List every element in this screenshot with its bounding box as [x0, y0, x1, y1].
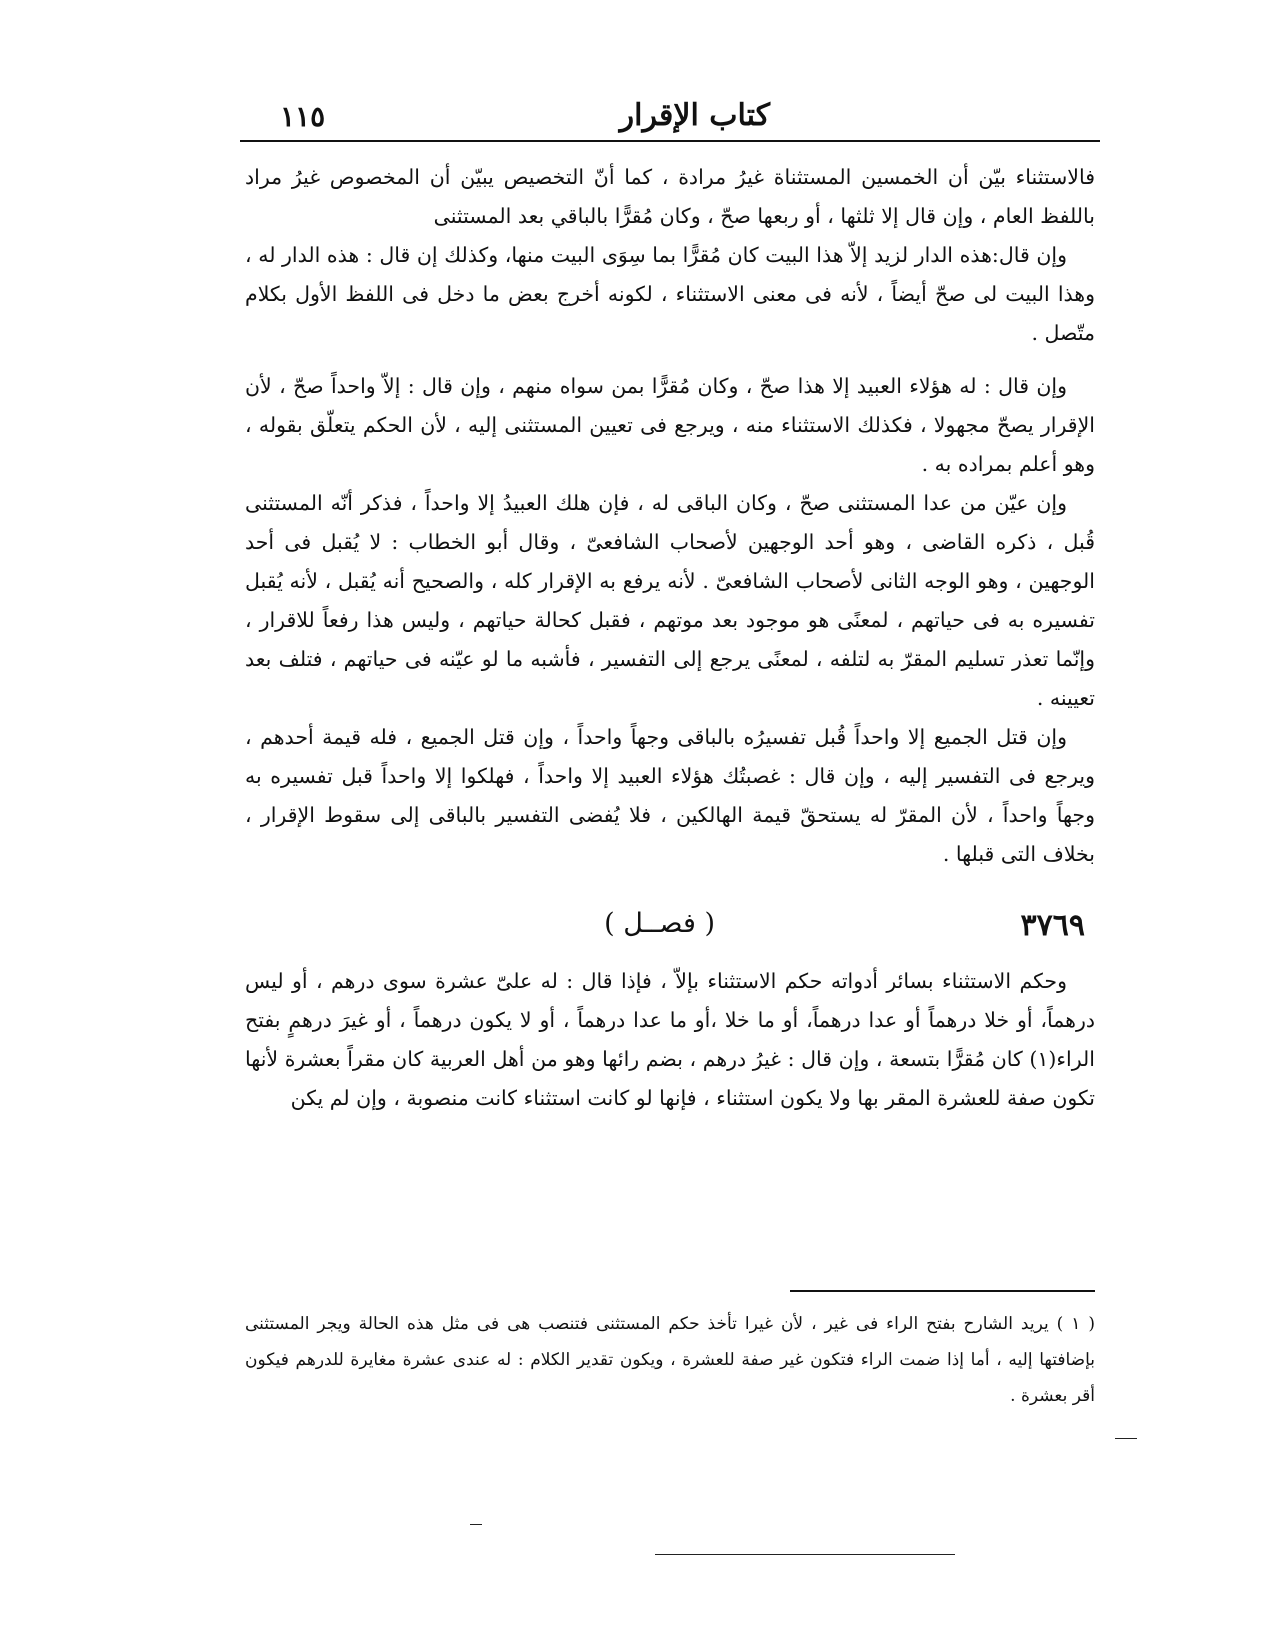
- paragraph: فالاستثناء بيّن أن الخمسين المستثناة غيرُ مرادة ، كما أنّ التخصيص يبيّن أن المخصوص غيرُ مراد باللفظ العام ، وإن قال إلا ثلثها ، أو ربعها صحّ ، وكان مُقرًّا بالباقي بعد المستثنى: [245, 165, 1095, 228]
- section-title: ( فصــل ): [604, 908, 715, 939]
- paragraph: وإن قتل الجميع إلا واحداً قُبل تفسيرُه بالباقى وجهاً واحداً ، وإن قتل الجميع ، فله قيمة أحدهم ، ويرجع فى التفسير إليه ، وإن قال : غصبتُك هؤلاء العبيد إلا واحداً ، فهلكوا إلا واحداً قبل تفسيره به وجهاً واحداً ، لأن المقرّ له يستحقّ قيمة الهالكين ، فلا يُفضى التفسير بالباقى إلى سقوط الإقرار ، بخلاف التى قبلها .: [245, 725, 1095, 866]
- footnote: [245, 1306, 1095, 1414]
- scan-mark: [470, 1524, 482, 1525]
- footnote-rule: [790, 1290, 1095, 1292]
- section-heading: [245, 900, 1095, 952]
- paragraph: وحكم الاستثناء بسائر أدواته حكم الاستثناء بإلاّ ، فإذا قال : له علىّ عشرة سوى درهم ، أو ليس درهماً، أو خلا درهماً أو عدا درهماً، أو ما خلا ،أو ما عدا درهماً ، أو لا يكون درهماً ، أو غيرَ درهمٍ بفتح الراء(١) كان مُقرًّا بتسعة ، وإن قال : غيرُ درهم ، بضم رائها وهو من أهل العربية كان مقراً بعشرة لأنها تكون صفة للعشرة المقر بها ولا يكون استثناء ، فإنها لو كانت استثناء كانت منصوبة ، وإن لم يكن: [245, 969, 1095, 1110]
- body-text: [245, 158, 1095, 1118]
- paragraph: وإن عيّن من عدا المستثنى صحّ ، وكان الباقى له ، فإن هلك العبيدُ إلا واحداً ، فذكر أنّه المستثنى قُبل ، ذكره القاضى ، وهو أحد الوجهين لأصحاب الشافعىّ ، وقال أبو الخطاب : لا يُقبل فى أحد الوجهين ، وهو الوجه الثانى لأصحاب الشافعىّ . لأنه يرفع به الإقرار كله ، والصحيح أنه يُقبل ، لأنه يُقبل تفسيره به فى حياتهم ، لمعنًى هو موجود بعد موتهم ، فقبل كحالة حياتهم ، وليس هذا رفعاً للاقرار ، وإنّما تعذر تسليم المقرّ به لتلفه ، لمعنًى يرجع إلى التفسير ، فأشبه ما لو عيّنه فى حياتهم ، فتلف بعد تعيينه .: [245, 491, 1095, 710]
- section-number: ٣٧٦٩: [1020, 908, 1085, 943]
- running-title: كتاب الإقرار: [619, 98, 770, 133]
- header-rule: [240, 140, 1100, 142]
- paragraph: وإن قال:هذه الدار لزيد إلاّ هذا البيت كان مُقرًّا بما سِوَى البيت منها، وكذلك إن قال : هذه الدار له ، وهذا البيت لى صحّ أيضاً ، لأنه فى معنى الاستثناء ، لكونه أخرج بعض ما دخل فى اللفظ الأول بكلام متّصل .: [245, 243, 1095, 345]
- footnote-text: ( ١ ) يريد الشارح بفتح الراء فى غير ، لأن غيرا تأخذ حكم المستثنى فتنصب هى فى مثل هذه الحالة ويجر المستثنى بإضافتها إليه ، أما إذا ضمت الراء فتكون غير صفة للعشرة ، ويكون تقدير الكلام : له عندى عشرة مغايرة للدرهم فيكون أقر بعشرة .: [245, 1314, 1095, 1406]
- paragraph: وإن قال : له هؤلاء العبيد إلا هذا صحّ ، وكان مُقرًّا بمن سواه منهم ، وإن قال : إلاّ واحداً صحّ ، لأن الإقرار يصحّ مجهولا ، فكذلك الاستثناء منه ، ويرجع فى تعيين المستثنى إليه ، لأن الحكم يتعلّق بقوله ، وهو أعلم بمراده به .: [245, 374, 1095, 476]
- scan-mark: [655, 1554, 955, 1555]
- scan-mark: [1115, 1438, 1137, 1439]
- page-number: ١١٥: [280, 100, 326, 133]
- running-header: [240, 92, 1100, 140]
